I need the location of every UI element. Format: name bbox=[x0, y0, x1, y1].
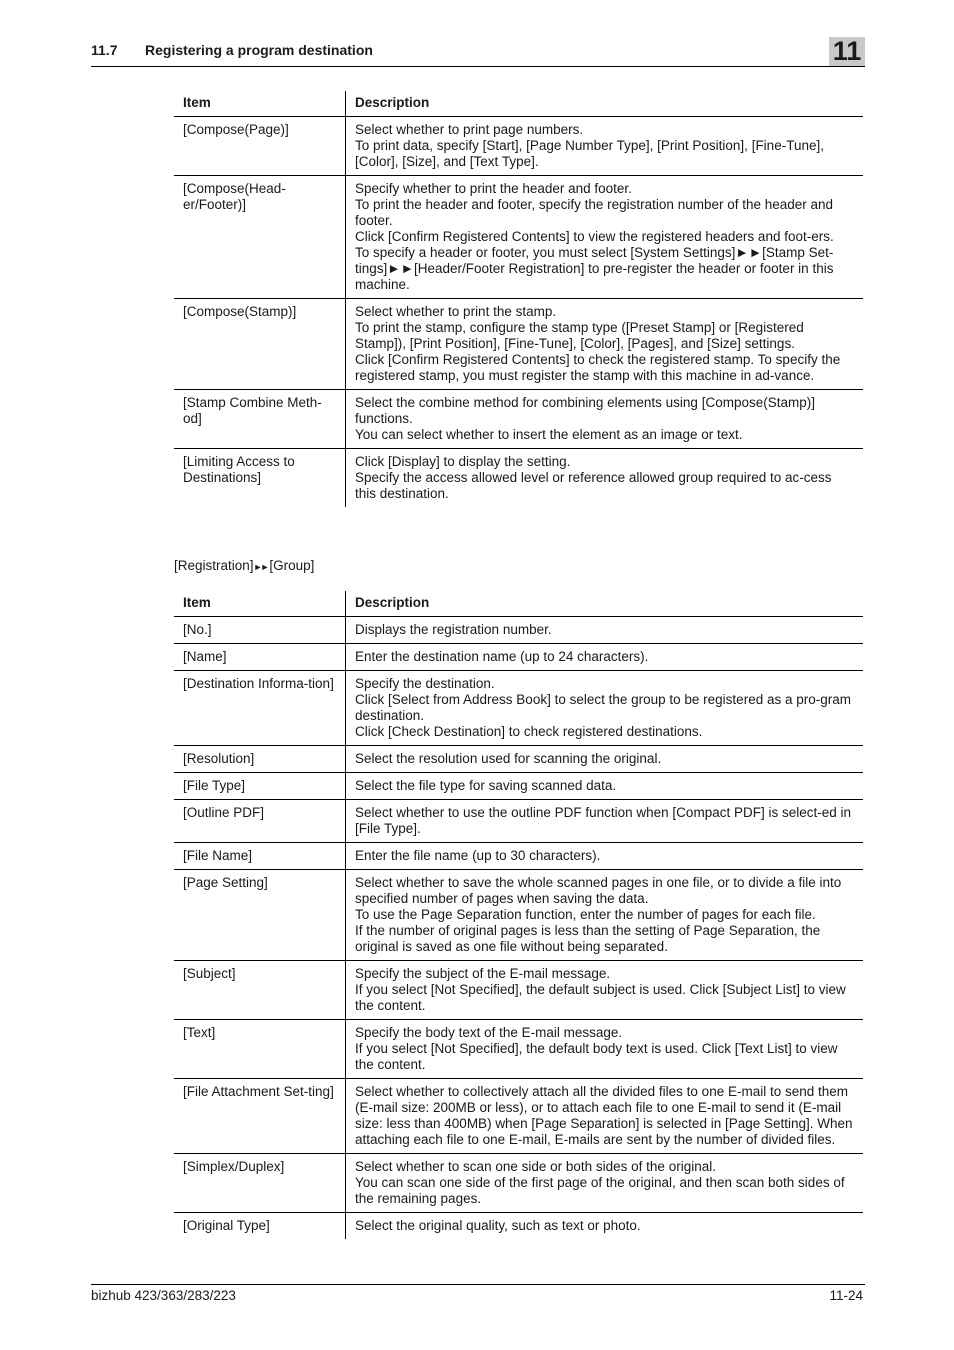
column-header-description: Description bbox=[346, 91, 864, 117]
row-item: [File Attachment Set-ting] bbox=[174, 1079, 346, 1154]
table-row bbox=[174, 390, 863, 449]
row-description bbox=[346, 644, 864, 671]
row-item: [File Type] bbox=[174, 773, 346, 800]
description-line: Click [Confirm Registered Contents] to check the registered stamp. To specify the registered stamp, you must register the stamp with this machine in ad-vance. bbox=[355, 352, 841, 383]
description-line: To specify a header or footer, you must select [System Settings]►►[Stamp Set-tings]►►[Header/Footer Registration] to pre-register the header or footer in this machine. bbox=[355, 245, 834, 292]
table-row bbox=[174, 870, 863, 961]
row-item: [Compose(Head-er/Footer)] bbox=[174, 176, 346, 299]
row-item: [Simplex/Duplex] bbox=[174, 1154, 346, 1213]
description-line: Select whether to save the whole scanned pages in one file, or to divide a file into specified number of pages when saving the data. bbox=[355, 875, 842, 906]
table-row bbox=[174, 1154, 863, 1213]
row-item: [Destination Informa-tion] bbox=[174, 671, 346, 746]
table-row bbox=[174, 746, 863, 773]
description-line: Click [Confirm Registered Contents] to view the registered headers and foot-ers. bbox=[355, 229, 834, 244]
description-line: Click [Select from Address Book] to select the group to be registered as a pro-gram destination. bbox=[355, 692, 851, 723]
table-row bbox=[174, 1213, 863, 1240]
table-row bbox=[174, 1020, 863, 1079]
row-description bbox=[346, 1020, 864, 1079]
description-line: If the number of original pages is less than the setting of Page Separation, the original is saved as one file without being separated. bbox=[355, 923, 821, 954]
row-item: [File Name] bbox=[174, 843, 346, 870]
chapter-badge: 11 bbox=[829, 37, 865, 66]
description-line: Click [Display] to display the setting. bbox=[355, 454, 571, 469]
table-row bbox=[174, 449, 863, 508]
description-line: Select the file type for saving scanned data. bbox=[355, 778, 617, 793]
product-name: bizhub 423/363/283/223 bbox=[91, 1288, 236, 1303]
table-header-row bbox=[174, 591, 863, 617]
table-row bbox=[174, 176, 863, 299]
description-line: Enter the file name (up to 30 characters). bbox=[355, 848, 601, 863]
row-description bbox=[346, 773, 864, 800]
column-header-item: Item bbox=[174, 91, 346, 117]
row-description bbox=[346, 1079, 864, 1154]
table-header-row bbox=[174, 91, 863, 117]
description-line: Select the original quality, such as text or photo. bbox=[355, 1218, 641, 1233]
description-line: If you select [Not Specified], the default body text is used. Click [Text List] to view the content. bbox=[355, 1041, 838, 1072]
description-line: If you select [Not Specified], the default subject is used. Click [Subject List] to view the content. bbox=[355, 982, 846, 1013]
description-line: Specify the body text of the E-mail message. bbox=[355, 1025, 623, 1040]
description-line: To print data, specify [Start], [Page Number Type], [Print Position], [Fine-Tune], [Color], [Size], and [Text Type]. bbox=[355, 138, 824, 169]
description-line: To print the stamp, configure the stamp type ([Preset Stamp] or [Registered Stamp]), [Print Position], [Fine-Tune], [Color], [Pages], and [Size] settings. bbox=[355, 320, 804, 351]
description-line: Select whether to print page numbers. bbox=[355, 122, 584, 137]
description-line: Select whether to scan one side or both sides of the original. bbox=[355, 1159, 716, 1174]
row-description bbox=[346, 1154, 864, 1213]
row-item: [Text] bbox=[174, 1020, 346, 1079]
section-title: Registering a program destination bbox=[145, 42, 373, 58]
description-line: You can select whether to insert the element as an image or text. bbox=[355, 427, 743, 442]
section-number: 11.7 bbox=[91, 42, 118, 58]
row-description bbox=[346, 617, 864, 644]
row-description bbox=[346, 671, 864, 746]
row-item: [Original Type] bbox=[174, 1213, 346, 1240]
table-caption bbox=[174, 558, 314, 573]
description-line: Select whether to use the outline PDF function when [Compact PDF] is select-ed in [File Type]. bbox=[355, 805, 851, 836]
caption-arrows: ►► bbox=[253, 562, 268, 572]
description-line: You can scan one side of the first page of the original, and then scan both sides of the remaining pages. bbox=[355, 1175, 845, 1206]
row-description bbox=[346, 1213, 864, 1240]
description-line: To use the Page Separation function, enter the number of pages for each file. bbox=[355, 907, 816, 922]
row-description bbox=[346, 961, 864, 1020]
table-row bbox=[174, 800, 863, 843]
row-item: [Stamp Combine Meth-od] bbox=[174, 390, 346, 449]
row-description bbox=[346, 746, 864, 773]
row-item: [Resolution] bbox=[174, 746, 346, 773]
description-line: Select the resolution used for scanning the original. bbox=[355, 751, 662, 766]
description-line: Enter the destination name (up to 24 characters). bbox=[355, 649, 649, 664]
caption-registration: [Registration] bbox=[174, 558, 254, 573]
table-row bbox=[174, 299, 863, 390]
table-row bbox=[174, 644, 863, 671]
row-description bbox=[346, 843, 864, 870]
description-line: Select whether to print the stamp. bbox=[355, 304, 557, 319]
caption-group: [Group] bbox=[269, 558, 315, 573]
page-header bbox=[91, 36, 865, 67]
description-line: Displays the registration number. bbox=[355, 622, 552, 637]
row-item: [No.] bbox=[174, 617, 346, 644]
table-row bbox=[174, 117, 863, 176]
description-line: Specify the subject of the E-mail message. bbox=[355, 966, 611, 981]
row-description bbox=[346, 176, 864, 299]
table-row bbox=[174, 1079, 863, 1154]
row-description bbox=[346, 800, 864, 843]
page-number: 11-24 bbox=[829, 1288, 863, 1303]
description-line: Specify whether to print the header and footer. bbox=[355, 181, 632, 196]
column-header-item: Item bbox=[174, 591, 346, 617]
row-item: [Subject] bbox=[174, 961, 346, 1020]
column-header-description: Description bbox=[346, 591, 864, 617]
row-item: [Limiting Access to Destinations] bbox=[174, 449, 346, 508]
row-description bbox=[346, 870, 864, 961]
description-line: Click [Check Destination] to check registered destinations. bbox=[355, 724, 703, 739]
description-line: To print the header and footer, specify the registration number of the header and footer. bbox=[355, 197, 834, 228]
description-line: Select whether to collectively attach all the divided files to one E-mail to send them (E-mail size: 200MB or less), or to attach each file to one E-mail to send it (E-mail size: less than 400MB) when [Page Separation] is selected in [Page Setting]. When attaching each file to one E-mail, E-mails are sent by the number of divided files. bbox=[355, 1084, 853, 1147]
table-row bbox=[174, 843, 863, 870]
row-description bbox=[346, 449, 864, 508]
row-item: [Name] bbox=[174, 644, 346, 671]
description-line: Select the combine method for combining elements using [Compose(Stamp)] functions. bbox=[355, 395, 815, 426]
row-description bbox=[346, 390, 864, 449]
table-row bbox=[174, 961, 863, 1020]
settings-table-group bbox=[174, 591, 863, 1239]
row-item: [Outline PDF] bbox=[174, 800, 346, 843]
row-item: [Compose(Page)] bbox=[174, 117, 346, 176]
description-line: Specify the access allowed level or reference allowed group required to ac-cess this destination. bbox=[355, 470, 832, 501]
row-item: [Page Setting] bbox=[174, 870, 346, 961]
table-row bbox=[174, 773, 863, 800]
row-item: [Compose(Stamp)] bbox=[174, 299, 346, 390]
settings-table-program bbox=[174, 91, 863, 507]
row-description bbox=[346, 299, 864, 390]
page-footer bbox=[91, 1284, 865, 1303]
table-row bbox=[174, 671, 863, 746]
table-row bbox=[174, 617, 863, 644]
description-line: Specify the destination. bbox=[355, 676, 495, 691]
row-description bbox=[346, 117, 864, 176]
